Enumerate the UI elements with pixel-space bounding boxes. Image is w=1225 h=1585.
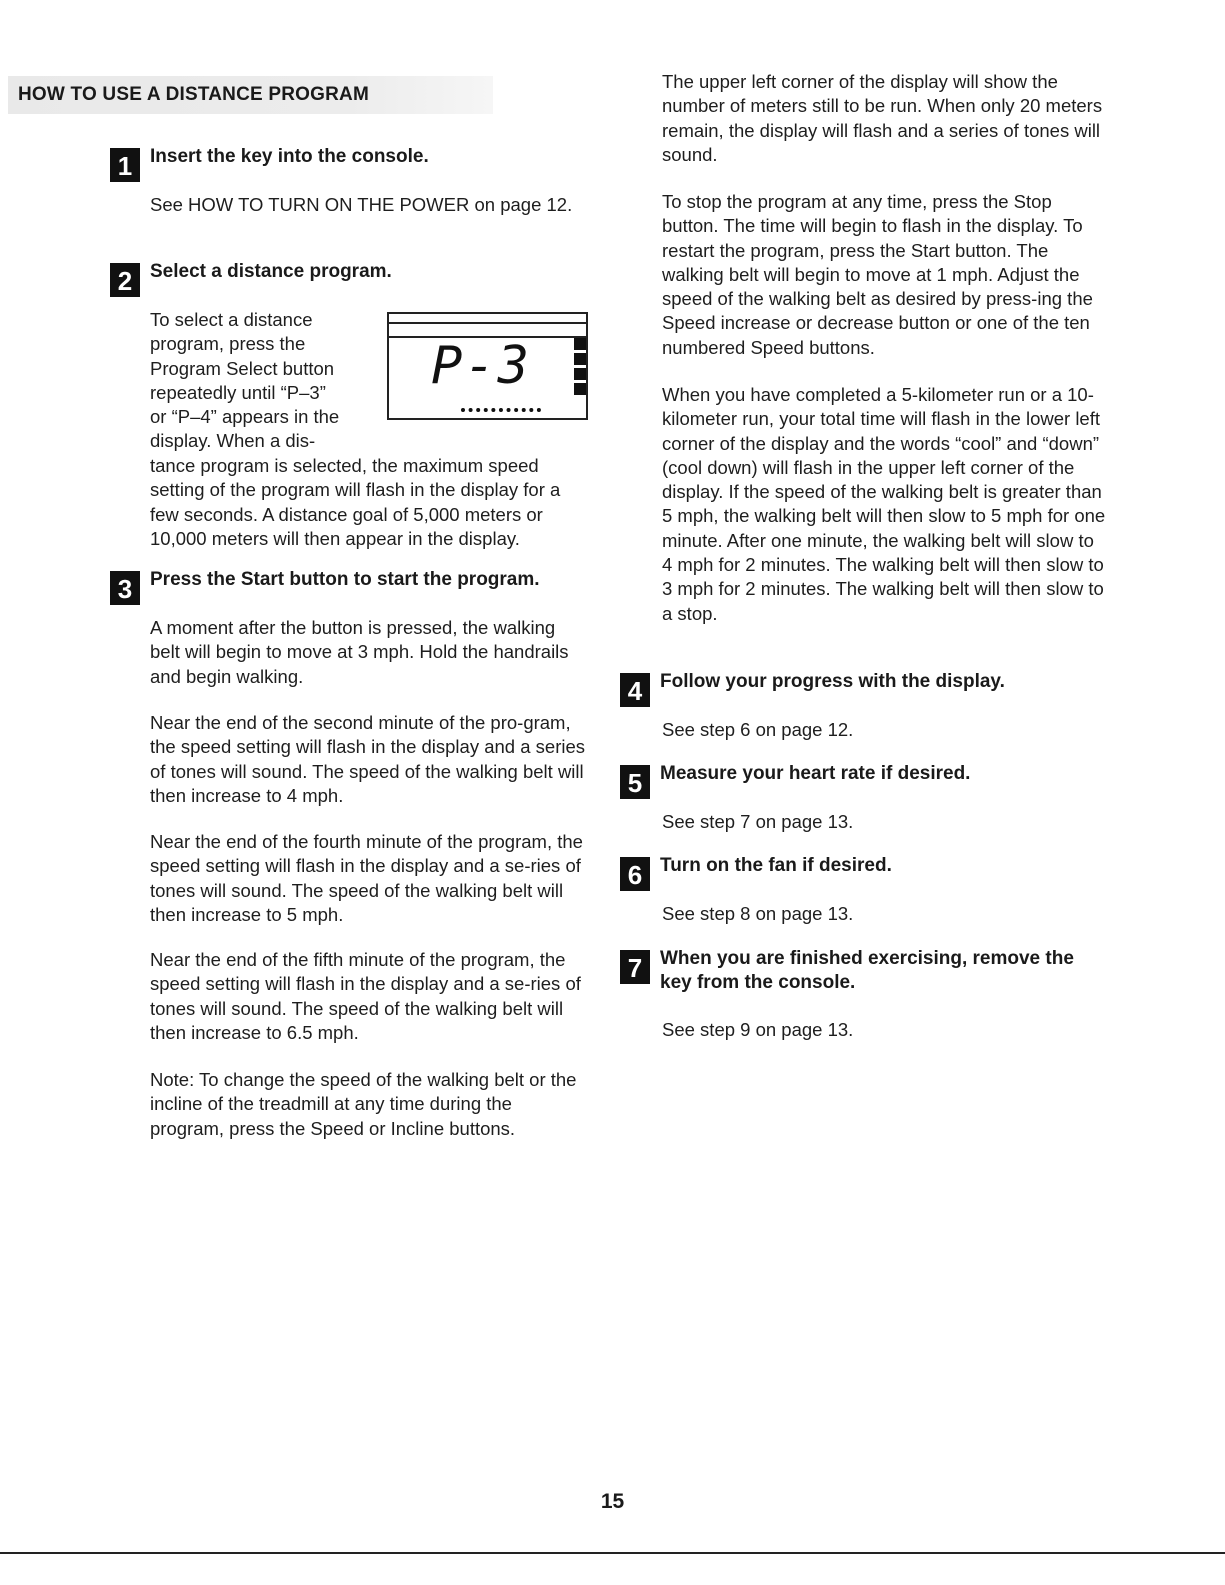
step-3-title: Press the Start button to start the program. — [150, 569, 540, 590]
step-2-title: Select a distance program. — [150, 261, 392, 282]
step-6-heading — [620, 854, 1100, 890]
step-2 — [110, 260, 590, 296]
step-2-heading — [110, 260, 590, 296]
text-line: To select a distance — [150, 309, 313, 330]
step-number-badge: 2 — [110, 263, 140, 297]
step-1 — [110, 145, 590, 181]
step-number-badge: 3 — [110, 571, 140, 605]
step-2-body-wrap — [150, 308, 385, 454]
step-3-paragraph-2: Near the end of the second minute of the pro-gram, the speed setting will flash in the display and a series of tones will sound. The speed of the walking belt will then increase to 4 mph. — [150, 712, 586, 806]
bar-segment — [574, 368, 586, 380]
step-3-paragraph-3: Near the end of the fourth minute of the program, the speed setting will flash in the display and a se-ries of tones will sound. The speed of the walking belt will then increase to 5 mph. — [150, 831, 583, 925]
step-1-body: See HOW TO TURN ON THE POWER on page 12. — [150, 194, 573, 215]
step-1-title: Insert the key into the console. — [150, 146, 429, 167]
text-line: Program Select button — [150, 357, 335, 379]
step-3-note: Note: To change the speed of the walking belt or the incline of the treadmill at any time during the program, press the Speed or Incline buttons. — [150, 1069, 577, 1139]
step-4-body: See step 6 on page 12. — [662, 719, 854, 740]
step-5-body: See step 7 on page 13. — [662, 811, 854, 832]
right-paragraph-3: When you have completed a 5-kilometer run or a 10-kilometer run, your total time will flash in the lower left corner of the display and the words “cool” and “down” (cool down) will flash in the upper left corner of the display. If the speed of the walking belt is greater than 5 mph, the walking belt will then slow to 5 mph for one minute. After one minute, the walking belt will slow to 4 mph for 2 minutes. The walking belt will then slow to 3 mph for 2 minutes. The walking belt will then slow to a stop. — [662, 384, 1106, 624]
bar-segment — [574, 338, 586, 350]
step-number-badge: 5 — [620, 765, 650, 799]
step-7-heading — [620, 947, 1100, 995]
step-4-title: Follow your progress with the display. — [660, 671, 1005, 692]
step-7-title: When you are finished exercising, remove the key from the console. — [660, 948, 1074, 993]
step-6 — [620, 854, 1100, 890]
step-7-body: See step 9 on page 13. — [662, 1019, 854, 1040]
right-paragraph-1: The upper left corner of the display will show the number of meters still to be run. When only 20 meters remain, the display will flash and a series of tones will sound. — [662, 71, 1103, 165]
step-number-badge: 6 — [620, 857, 650, 891]
text-line: or “P–4” appears in the — [150, 406, 340, 428]
console-display-illustration — [387, 312, 588, 420]
step-6-title: Turn on the fan if desired. — [660, 855, 892, 876]
text-line: program, press the — [150, 333, 306, 355]
display-bar-segments — [574, 338, 586, 406]
step-5 — [620, 762, 1100, 798]
step-7 — [620, 947, 1100, 995]
step-3-paragraph-4: Near the end of the fifth minute of the program, the speed setting will flash in the display and a se-ries of tones will sound. The speed of the walking belt will then increase to 6.5 mph. — [150, 949, 581, 1043]
step-number-badge: 1 — [110, 148, 140, 182]
step-4 — [620, 670, 1100, 706]
step-number-badge: 7 — [620, 950, 650, 984]
step-6-body: See step 8 on page 13. — [662, 903, 854, 924]
step-5-heading — [620, 762, 1100, 798]
display-bottom-segments — [461, 408, 541, 418]
right-paragraph-2: To stop the program at any time, press the Stop button. The time will begin to flash in the display. To restart the program, press the Start button. The walking belt will begin to move at 1 mph. Adjust the speed of the walking belt as desired by press-ing the Speed increase or decrease button or one of the ten numbered Speed buttons. — [662, 191, 1093, 358]
text-line: repeatedly until “P–3” — [150, 381, 326, 403]
step-1-heading — [110, 145, 590, 181]
step-2-body-rest: tance program is selected, the maximum speed setting of the program will flash in the display for a few seconds. A distance goal of 5,000 meters or 10,000 meters will then appear in the display. — [150, 455, 561, 549]
step-4-heading — [620, 670, 1100, 706]
step-3-paragraph-1: A moment after the button is pressed, the walking belt will begin to move at 3 mph. Hold the handrails and begin walking. — [150, 617, 569, 687]
footer-rule — [0, 1552, 1225, 1554]
step-number-badge: 4 — [620, 673, 650, 707]
step-3 — [110, 568, 590, 604]
page-number: 15 — [600, 1490, 625, 1513]
display-readout: P-3 — [431, 336, 531, 396]
bar-segment — [574, 383, 586, 395]
text-line: display. When a dis- — [150, 430, 316, 452]
bar-segment — [574, 353, 586, 365]
step-3-heading — [110, 568, 590, 604]
step-5-title: Measure your heart rate if desired. — [660, 763, 971, 784]
section-title: HOW TO USE A DISTANCE PROGRAM — [8, 76, 493, 114]
